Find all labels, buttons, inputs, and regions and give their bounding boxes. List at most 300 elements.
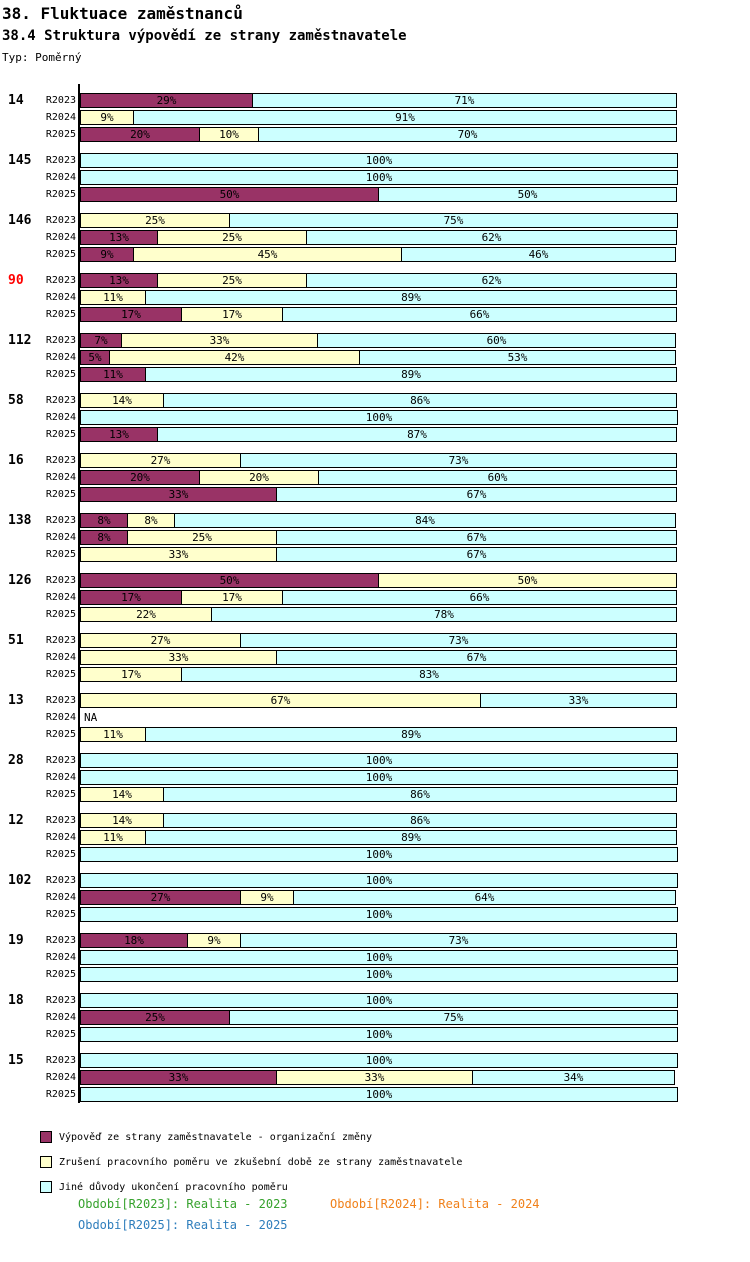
- stacked-bar: [80, 290, 677, 305]
- bar-segment: [317, 333, 676, 348]
- stacked-bar: [80, 127, 677, 142]
- segment-value-label: 25%: [145, 1011, 165, 1024]
- bar-segment: [127, 530, 277, 545]
- group-label: 28: [8, 753, 24, 768]
- bar-segment: [211, 607, 677, 622]
- bar-row: [0, 650, 750, 667]
- segment-value-label: 100%: [365, 874, 393, 887]
- stacked-bar: [80, 170, 678, 185]
- segment-value-label: 14%: [112, 788, 132, 801]
- segment-value-label: 10%: [219, 128, 239, 141]
- bar-row: [0, 153, 750, 170]
- stacked-bar: [80, 1010, 678, 1025]
- bar-segment: [480, 693, 677, 708]
- bar-segment: [80, 393, 164, 408]
- period-label: R2024: [45, 712, 76, 723]
- bar-segment: [80, 1087, 678, 1102]
- segment-value-label: 42%: [224, 351, 245, 364]
- segment-value-label: 60%: [486, 334, 507, 347]
- stacked-bar: [80, 753, 678, 768]
- period-label: R2023: [45, 575, 76, 586]
- segment-value-label: 73%: [448, 634, 469, 647]
- period-label: R2024: [45, 112, 76, 123]
- period-label: R2023: [45, 815, 76, 826]
- segment-value-label: 17%: [222, 308, 242, 321]
- period-label: R2023: [45, 995, 76, 1006]
- period-label: R2024: [45, 232, 76, 243]
- segment-value-label: 67%: [466, 531, 487, 544]
- segment-value-label: 83%: [419, 668, 439, 681]
- segment-value-label: 25%: [145, 214, 165, 227]
- bar-group-14: [0, 93, 750, 144]
- stacked-bar: [80, 427, 677, 442]
- period-label: R2024: [45, 532, 76, 543]
- bar-segment: [80, 513, 128, 528]
- segment-value-label: 8%: [144, 514, 158, 527]
- bar-segment: [80, 813, 164, 828]
- bar-segment: [163, 787, 677, 802]
- stacked-bar: [80, 727, 677, 742]
- group-label: 146: [8, 213, 32, 228]
- stacked-bar: [80, 453, 677, 468]
- bar-segment: [80, 1070, 277, 1085]
- bar-row: [0, 950, 750, 967]
- bar-segment: [127, 513, 175, 528]
- period-label: R2024: [45, 1072, 76, 1083]
- segment-value-label: 53%: [507, 351, 528, 364]
- segment-value-label: 17%: [121, 308, 141, 321]
- segment-value-label: 25%: [222, 231, 242, 244]
- stacked-bar: [80, 890, 676, 905]
- bar-group-58: [0, 393, 750, 444]
- segment-value-label: 100%: [365, 951, 393, 964]
- segment-value-label: 11%: [103, 728, 123, 741]
- group-label: 102: [8, 873, 32, 888]
- bar-segment: [80, 187, 379, 202]
- bar-row: [0, 933, 750, 950]
- segment-value-label: 33%: [168, 488, 189, 501]
- bar-row: [0, 873, 750, 890]
- stacked-bar: [80, 230, 677, 245]
- bar-segment: [80, 950, 678, 965]
- stacked-bar: [80, 470, 677, 485]
- segment-value-label: 33%: [364, 1071, 385, 1084]
- segment-value-label: 89%: [401, 368, 421, 381]
- stacked-bar: [80, 350, 676, 365]
- bar-segment: [157, 230, 307, 245]
- bar-segment: [240, 633, 677, 648]
- bar-segment: [276, 1070, 473, 1085]
- bar-segment: [240, 933, 677, 948]
- bar-segment: [199, 127, 259, 142]
- period-label: R2023: [45, 875, 76, 886]
- stacked-bar: [80, 693, 677, 708]
- chart-groups: [0, 93, 750, 1104]
- bar-row: [0, 847, 750, 864]
- period-label: R2025: [45, 1029, 76, 1040]
- bar-row: [0, 367, 750, 384]
- segment-value-label: 78%: [434, 608, 454, 621]
- segment-value-label: 20%: [249, 471, 269, 484]
- period-label: R2025: [45, 849, 76, 860]
- period-label: R2024: [45, 172, 76, 183]
- bar-segment: [80, 110, 134, 125]
- bar-row: [0, 1070, 750, 1087]
- segment-value-label: 50%: [219, 574, 240, 587]
- bar-segment: [80, 410, 678, 425]
- legend-swatch-organizacni-zmeny: [40, 1131, 52, 1143]
- bar-group-18: [0, 993, 750, 1044]
- segment-value-label: 13%: [109, 231, 129, 244]
- stacked-bar: [80, 590, 677, 605]
- group-label: 112: [8, 333, 32, 348]
- stacked-bar: [80, 187, 677, 202]
- period-label: R2023: [45, 695, 76, 706]
- bar-group-15: [0, 1053, 750, 1104]
- bar-segment: [240, 453, 677, 468]
- bar-segment: [80, 1027, 678, 1042]
- segment-value-label: 46%: [528, 248, 549, 261]
- stacked-bar: [80, 530, 677, 545]
- segment-value-label: 67%: [466, 548, 487, 561]
- bar-segment: [80, 967, 678, 982]
- bar-row: [0, 727, 750, 744]
- segment-value-label: 9%: [207, 934, 221, 947]
- segment-value-label: 8%: [97, 514, 111, 527]
- chart-area: [0, 93, 750, 1113]
- stacked-bar: [80, 1070, 675, 1085]
- stacked-bar: [80, 993, 678, 1008]
- segment-value-label: 67%: [270, 694, 291, 707]
- bar-segment: [80, 890, 241, 905]
- bar-segment: [258, 127, 677, 142]
- group-label: 51: [8, 633, 24, 648]
- segment-value-label: 25%: [222, 274, 242, 287]
- bar-segment: [157, 273, 307, 288]
- bar-group-51: [0, 633, 750, 684]
- bar-segment: [157, 427, 677, 442]
- group-label: 126: [8, 573, 32, 588]
- period-label: R2024: [45, 892, 76, 903]
- bar-segment: [80, 427, 158, 442]
- bar-row: [0, 693, 750, 710]
- bar-group-12: [0, 813, 750, 864]
- segment-value-label: 18%: [124, 934, 144, 947]
- segment-value-label: 86%: [410, 394, 430, 407]
- stacked-bar: [80, 1087, 678, 1102]
- stacked-bar: [80, 273, 677, 288]
- bar-row: [0, 350, 750, 367]
- stacked-bar: [80, 213, 678, 228]
- bar-segment: [282, 590, 677, 605]
- stacked-bar: [80, 110, 677, 125]
- bar-segment: [80, 907, 678, 922]
- period-label: R2024: [45, 952, 76, 963]
- bar-segment: [80, 547, 277, 562]
- bar-row: [0, 530, 750, 547]
- footnote-period-2025: Období[R2025]: Realita - 2025: [78, 1218, 288, 1232]
- period-label: R2023: [45, 275, 76, 286]
- bar-segment: [174, 513, 676, 528]
- bar-segment: [80, 333, 122, 348]
- segment-value-label: 50%: [517, 188, 538, 201]
- bar-segment: [133, 110, 677, 125]
- stacked-bar: [80, 333, 676, 348]
- bar-segment: [80, 993, 678, 1008]
- bar-row: [0, 710, 750, 727]
- segment-value-label: 9%: [260, 891, 274, 904]
- segment-value-label: 11%: [103, 831, 123, 844]
- segment-value-label: 33%: [168, 1071, 189, 1084]
- segment-value-label: 100%: [365, 908, 393, 921]
- segment-value-label: 34%: [563, 1071, 584, 1084]
- bar-segment: [80, 170, 678, 185]
- segment-value-label: 70%: [457, 128, 478, 141]
- segment-value-label: 66%: [469, 591, 490, 604]
- period-label: R2024: [45, 772, 76, 783]
- stacked-bar: [80, 153, 678, 168]
- stacked-bar: [80, 487, 677, 502]
- chart-type-label: Typ: Poměrný: [2, 51, 82, 64]
- segment-value-label: 100%: [365, 411, 393, 424]
- bar-group-16: [0, 453, 750, 504]
- segment-value-label: 33%: [168, 548, 189, 561]
- stacked-bar: [80, 650, 677, 665]
- bar-segment: [240, 890, 294, 905]
- segment-value-label: 84%: [415, 514, 435, 527]
- period-label: R2024: [45, 1012, 76, 1023]
- period-label: R2023: [45, 155, 76, 166]
- bar-segment: [80, 273, 158, 288]
- bar-row: [0, 590, 750, 607]
- bar-row: [0, 547, 750, 564]
- legend-item-organizacni-zmeny: [40, 1131, 372, 1143]
- segment-value-label: 75%: [443, 214, 464, 227]
- segment-value-label: 100%: [365, 754, 393, 767]
- stacked-bar: [80, 967, 678, 982]
- segment-value-label: 14%: [112, 814, 132, 827]
- bar-row: [0, 907, 750, 924]
- legend-label: Zrušení pracovního poměru ve zkušební době ze strany zaměstnavatele: [59, 1156, 463, 1168]
- period-label: R2025: [45, 609, 76, 620]
- segment-value-label: 50%: [517, 574, 538, 587]
- segment-value-label: 8%: [97, 531, 111, 544]
- legend-label: Výpověď ze strany zaměstnavatele - organizační změny: [59, 1131, 373, 1143]
- bar-row: [0, 410, 750, 427]
- period-label: R2024: [45, 472, 76, 483]
- segment-value-label: 87%: [407, 428, 427, 441]
- bar-segment: [80, 873, 678, 888]
- bar-segment: [181, 590, 283, 605]
- period-label: R2023: [45, 455, 76, 466]
- bar-row: [0, 890, 750, 907]
- period-label: R2024: [45, 592, 76, 603]
- bar-segment: [276, 487, 677, 502]
- bar-segment: [80, 350, 110, 365]
- segment-value-label: 89%: [401, 291, 421, 304]
- period-label: R2024: [45, 352, 76, 363]
- segment-value-label: 62%: [481, 231, 502, 244]
- bar-segment: [318, 470, 677, 485]
- stacked-bar: [80, 830, 677, 845]
- bar-row: [0, 513, 750, 530]
- segment-value-label: 91%: [395, 111, 415, 124]
- period-label: R2023: [45, 935, 76, 946]
- bar-segment: [80, 453, 241, 468]
- bar-group-19: [0, 933, 750, 984]
- segment-value-label: 7%: [94, 334, 108, 347]
- stacked-bar: [80, 633, 677, 648]
- segment-value-label: 17%: [222, 591, 242, 604]
- bar-group-90: [0, 273, 750, 324]
- legend-item-jine-duvody: [40, 1181, 288, 1193]
- stacked-bar: [80, 710, 97, 725]
- bar-segment: [145, 727, 677, 742]
- bar-row: [0, 230, 750, 247]
- bar-row: [0, 393, 750, 410]
- bar-row: [0, 247, 750, 264]
- period-label: R2023: [45, 95, 76, 106]
- bar-segment: [80, 230, 158, 245]
- stacked-bar: [80, 393, 677, 408]
- bar-segment: [80, 667, 182, 682]
- period-label: R2024: [45, 292, 76, 303]
- period-label: R2024: [45, 832, 76, 843]
- bar-row: [0, 993, 750, 1010]
- bar-segment: [229, 213, 678, 228]
- period-label: R2025: [45, 969, 76, 980]
- bar-segment: [121, 333, 318, 348]
- bar-row: [0, 770, 750, 787]
- segment-value-label: 11%: [103, 291, 123, 304]
- bar-row: [0, 667, 750, 684]
- segment-value-label: 13%: [109, 428, 129, 441]
- bar-group-112: [0, 333, 750, 384]
- bar-row: [0, 427, 750, 444]
- bar-row: [0, 187, 750, 204]
- bar-row: [0, 290, 750, 307]
- group-label: 145: [8, 153, 32, 168]
- period-label: R2025: [45, 669, 76, 680]
- page-subtitle: 38.4 Struktura výpovědí ze strany zaměstnavatele: [2, 28, 407, 44]
- bar-segment: [80, 830, 146, 845]
- stacked-bar: [80, 787, 677, 802]
- segment-value-label: 100%: [365, 1028, 393, 1041]
- bar-segment: [252, 93, 677, 108]
- bar-segment: [80, 290, 146, 305]
- stacked-bar: [80, 573, 677, 588]
- segment-value-label: 71%: [454, 94, 475, 107]
- bar-segment: [80, 1053, 678, 1068]
- bar-segment: [80, 770, 678, 785]
- stacked-bar: [80, 1053, 678, 1068]
- bar-segment: [359, 350, 676, 365]
- bar-row: [0, 93, 750, 110]
- bar-row: [0, 573, 750, 590]
- bar-segment: [80, 367, 146, 382]
- segment-value-label: 17%: [121, 591, 141, 604]
- bar-row: [0, 967, 750, 984]
- group-label: 14: [8, 93, 24, 108]
- segment-value-label: 67%: [466, 651, 487, 664]
- segment-value-label: 100%: [365, 848, 393, 861]
- group-label: 16: [8, 453, 24, 468]
- bar-segment: [181, 307, 283, 322]
- legend-item-zkusebni-doba: [40, 1156, 462, 1168]
- bar-segment: [80, 93, 253, 108]
- bar-segment: [378, 573, 677, 588]
- bar-segment: [80, 470, 200, 485]
- bar-segment: [145, 830, 677, 845]
- bar-segment: [80, 633, 241, 648]
- bar-segment: [401, 247, 676, 262]
- bar-segment: [276, 650, 677, 665]
- period-label: R2025: [45, 909, 76, 920]
- bar-segment: [229, 1010, 678, 1025]
- stacked-bar: [80, 1027, 678, 1042]
- segment-value-label: 50%: [219, 188, 240, 201]
- bar-group-145: [0, 153, 750, 204]
- bar-segment: [306, 273, 677, 288]
- bar-group-126: [0, 573, 750, 624]
- legend-label: Jiné důvody ukončení pracovního poměru: [59, 1181, 288, 1193]
- bar-row: [0, 753, 750, 770]
- bar-segment: [199, 470, 319, 485]
- bar-segment: [80, 753, 678, 768]
- period-label: R2025: [45, 729, 76, 740]
- stacked-bar: [80, 813, 677, 828]
- period-label: R2023: [45, 515, 76, 526]
- stacked-bar: [80, 307, 677, 322]
- bar-row: [0, 273, 750, 290]
- stacked-bar: [80, 667, 677, 682]
- bar-segment: [80, 693, 481, 708]
- segment-value-label: 9%: [100, 111, 114, 124]
- segment-value-label: 25%: [192, 531, 212, 544]
- segment-value-label: 45%: [257, 248, 278, 261]
- bar-row: [0, 213, 750, 230]
- segment-value-label: 14%: [112, 394, 132, 407]
- period-label: R2023: [45, 1055, 76, 1066]
- bar-row: [0, 607, 750, 624]
- stacked-bar: [80, 873, 678, 888]
- bar-segment: [187, 933, 241, 948]
- segment-value-label: 100%: [365, 994, 393, 1007]
- bar-segment: [80, 247, 134, 262]
- na-label: NA: [84, 711, 98, 724]
- segment-value-label: 62%: [481, 274, 502, 287]
- segment-value-label: 86%: [410, 814, 430, 827]
- period-label: R2025: [45, 429, 76, 440]
- bar-segment: [80, 487, 277, 502]
- segment-value-label: 13%: [109, 274, 129, 287]
- stacked-bar: [80, 950, 678, 965]
- bar-row: [0, 110, 750, 127]
- bar-row: [0, 1053, 750, 1070]
- bar-group-28: [0, 753, 750, 804]
- stacked-bar: [80, 93, 677, 108]
- bar-segment: [306, 230, 677, 245]
- period-label: R2025: [45, 309, 76, 320]
- segment-value-label: 89%: [401, 831, 421, 844]
- bar-group-146: [0, 213, 750, 264]
- bar-row: [0, 170, 750, 187]
- footnote-period-2023: Období[R2023]: Realita - 2023: [78, 1197, 288, 1211]
- segment-value-label: 89%: [401, 728, 421, 741]
- stacked-bar: [80, 367, 677, 382]
- period-label: R2023: [45, 635, 76, 646]
- bar-segment: [163, 813, 677, 828]
